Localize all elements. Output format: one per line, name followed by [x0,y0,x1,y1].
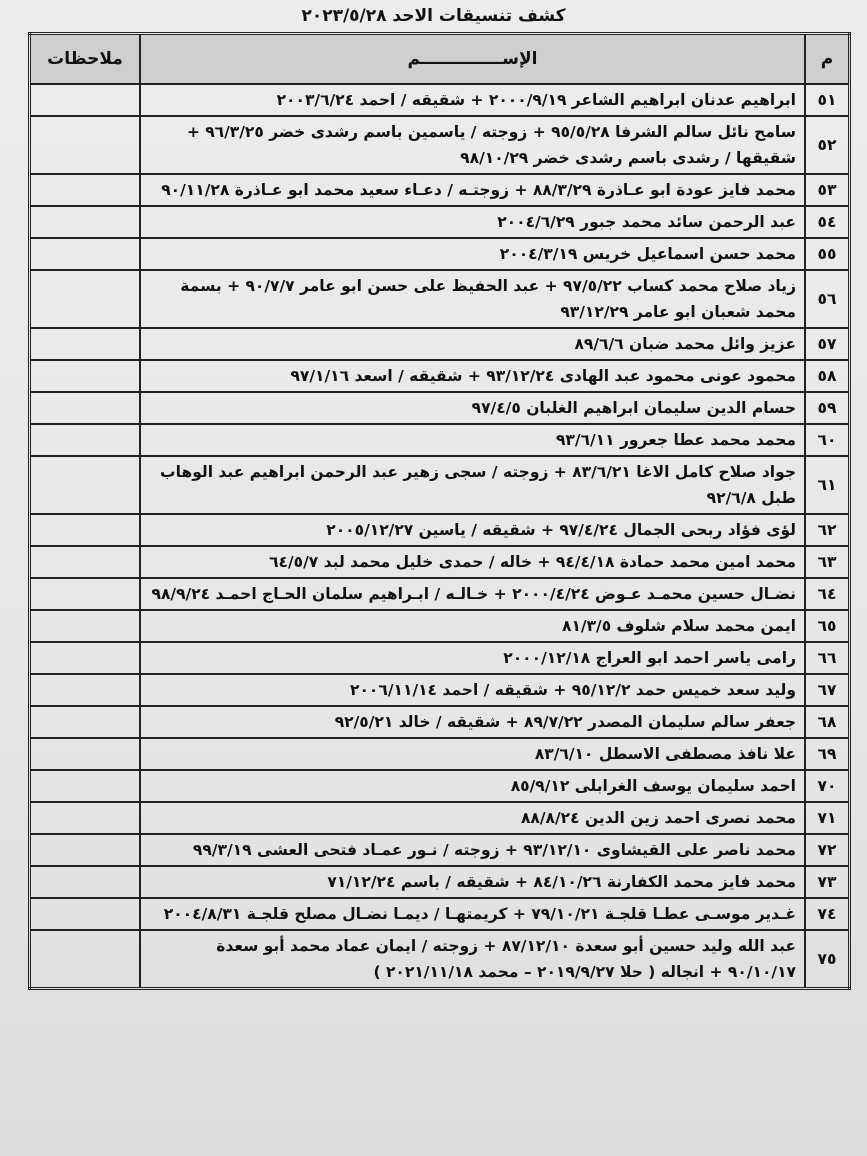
row-number: ٧٠ [805,770,850,802]
row-number: ٦٣ [805,546,850,578]
table-row [30,706,850,738]
row-notes [30,360,141,392]
row-number: ٥٣ [805,174,850,206]
row-name: محمد محمد عطا جعرور ٩٣/٦/١١ [140,424,805,456]
row-notes [30,456,141,514]
row-name: رامى ياسر احمد ابو العراج ٢٠٠٠/١٢/١٨ [140,642,805,674]
row-name: عبد الله وليد حسين أبو سعدة ٨٧/١٢/١٠ + زوجته / ايمان عماد محمد أبو سعدة ٩٠/١٠/١٧ + انجاله ( حلا ٢٠١٩/٩/٢٧ – محمد ٢٠٢١/١١/١٨ ) [140,930,805,989]
row-name: ابراهيم عدنان ابراهيم الشاعر ٢٠٠٠/٩/١٩ + شقيقه / احمد ٢٠٠٣/٦/٢٤ [140,84,805,116]
row-number: ٦١ [805,456,850,514]
row-name: جواد صلاح كامل الاغا ٨٣/٦/٢١ + زوجته / سجى زهير عبد الرحمن ابراهيم عبد الوهاب طبل ٩٢/٦/٨ [140,456,805,514]
table-row [30,546,850,578]
row-name: احمد سليمان يوسف الغرابلى ٨٥/٩/١٢ [140,770,805,802]
table-header-row [30,34,850,85]
row-notes [30,610,141,642]
table-row [30,674,850,706]
table-row [30,834,850,866]
row-number: ٧١ [805,802,850,834]
row-notes [30,578,141,610]
row-name: محمد نصرى احمد زين الدين ٨٨/٨/٢٤ [140,802,805,834]
row-number: ٧٢ [805,834,850,866]
row-number: ٥٧ [805,328,850,360]
row-number: ٦٦ [805,642,850,674]
row-notes [30,546,141,578]
row-notes [30,174,141,206]
row-number: ٧٥ [805,930,850,989]
table-row [30,514,850,546]
row-name: غـدير موسـى عطـا قلجـة ٧٩/١٠/٢١ + كريمتهـا / ديمـا نضـال مصلح قلجـة ٢٠٠٤/٨/٣١ [140,898,805,930]
row-notes [30,674,141,706]
row-number: ٥٤ [805,206,850,238]
row-number: ٥٦ [805,270,850,328]
row-number: ٥٨ [805,360,850,392]
row-notes [30,770,141,802]
row-name: نضـال حسين محمـد عـوض ٢٠٠٠/٤/٢٤ + خـالـه / ابـراهيم سلمان الحـاج احمـد ٩٨/٩/٢٤ [140,578,805,610]
row-notes [30,238,141,270]
row-notes [30,930,141,989]
row-notes [30,706,141,738]
row-name: حسام الدين سليمان ابراهيم الغلبان ٩٧/٤/٥ [140,392,805,424]
row-name: محمد فايز محمد الكفارنة ٨٤/١٠/٢٦ + شقيقه / باسم ٧١/١٢/٢٤ [140,866,805,898]
table-row [30,238,850,270]
row-notes [30,206,141,238]
row-number: ٥١ [805,84,850,116]
row-notes [30,514,141,546]
row-notes [30,424,141,456]
row-number: ٥٩ [805,392,850,424]
row-number: ٦٤ [805,578,850,610]
row-notes [30,116,141,174]
row-notes [30,866,141,898]
table-row [30,770,850,802]
row-notes [30,834,141,866]
table-row [30,866,850,898]
row-name: عبد الرحمن سائد محمد جبور ٢٠٠٤/٦/٢٩ [140,206,805,238]
table-row [30,738,850,770]
row-number: ٧٤ [805,898,850,930]
table-row [30,424,850,456]
table-row [30,642,850,674]
row-number: ٦٨ [805,706,850,738]
header-name: الإســــــــــــــم [140,34,805,85]
row-number: ٦٩ [805,738,850,770]
row-notes [30,270,141,328]
row-name: جعفر سالم سليمان المصدر ٨٩/٧/٢٢ + شقيقه / خالد ٩٢/٥/٢١ [140,706,805,738]
row-name: محمد فايز عودة ابو عـاذرة ٨٨/٣/٢٩ + زوجتـه / دعـاء سعيد محمد ابو عـاذرة ٩٠/١١/٢٨ [140,174,805,206]
header-number: م [805,34,850,85]
row-name: محمد ناصر على القيشاوى ٩٣/١٢/١٠ + زوجته / نـور عمـاد فتحى العشى ٩٩/٣/١٩ [140,834,805,866]
table-row [30,578,850,610]
table-row [30,360,850,392]
names-table [28,32,851,990]
header-notes: ملاحظات [30,34,141,85]
table-row [30,610,850,642]
row-name: محمد امين محمد حمادة ٩٤/٤/١٨ + خاله / حمدى خليل محمد لبد ٦٤/٥/٧ [140,546,805,578]
table-row [30,802,850,834]
row-name: عزيز وائل محمد ضبان ٨٩/٦/٦ [140,328,805,360]
row-name: سامح نائل سالم الشرفا ٩٥/٥/٢٨ + زوجته / ياسمين باسم رشدى خضر ٩٦/٣/٢٥ + شقيقها / رشدى باسم رشدى خضر ٩٨/١٠/٢٩ [140,116,805,174]
table-row [30,116,850,174]
row-name: محمود عونى محمود عبد الهادى ٩٣/١٢/٢٤ + شقيقه / اسعد ٩٧/١/١٦ [140,360,805,392]
row-name: ايمن محمد سلام شلوف ٨١/٣/٥ [140,610,805,642]
table-row [30,898,850,930]
row-name: لؤى فؤاد ربحى الجمال ٩٧/٤/٢٤ + شقيقه / ياسين ٢٠٠٥/١٢/٢٧ [140,514,805,546]
row-number: ٥٢ [805,116,850,174]
table-row [30,174,850,206]
row-notes [30,84,141,116]
table-row [30,392,850,424]
row-name: وليد سعد خميس حمد ٩٥/١٢/٢ + شقيقه / احمد ٢٠٠٦/١١/١٤ [140,674,805,706]
row-notes [30,738,141,770]
table-row [30,456,850,514]
table-row [30,328,850,360]
row-number: ٦٧ [805,674,850,706]
row-number: ٥٥ [805,238,850,270]
row-notes [30,392,141,424]
row-name: زياد صلاح محمد كساب ٩٧/٥/٢٢ + عبد الحفيظ على حسن ابو عامر ٩٠/٧/٧ + بسمة محمد شعبان ابو عامر ٩٣/١٢/٢٩ [140,270,805,328]
document-title: كشف تنسيقات الاحد ٢٠٢٣/٥/٢٨ [301,6,566,26]
row-number: ٦٠ [805,424,850,456]
table-row [30,84,850,116]
table-row [30,930,850,989]
row-notes [30,802,141,834]
table-row [30,206,850,238]
row-number: ٦٥ [805,610,850,642]
row-name: محمد حسن اسماعيل خريس ٢٠٠٤/٣/١٩ [140,238,805,270]
row-notes [30,898,141,930]
row-notes [30,328,141,360]
row-name: علا نافذ مصطفى الاسطل ٨٣/٦/١٠ [140,738,805,770]
row-notes [30,642,141,674]
table-row [30,270,850,328]
row-number: ٧٣ [805,866,850,898]
row-number: ٦٢ [805,514,850,546]
